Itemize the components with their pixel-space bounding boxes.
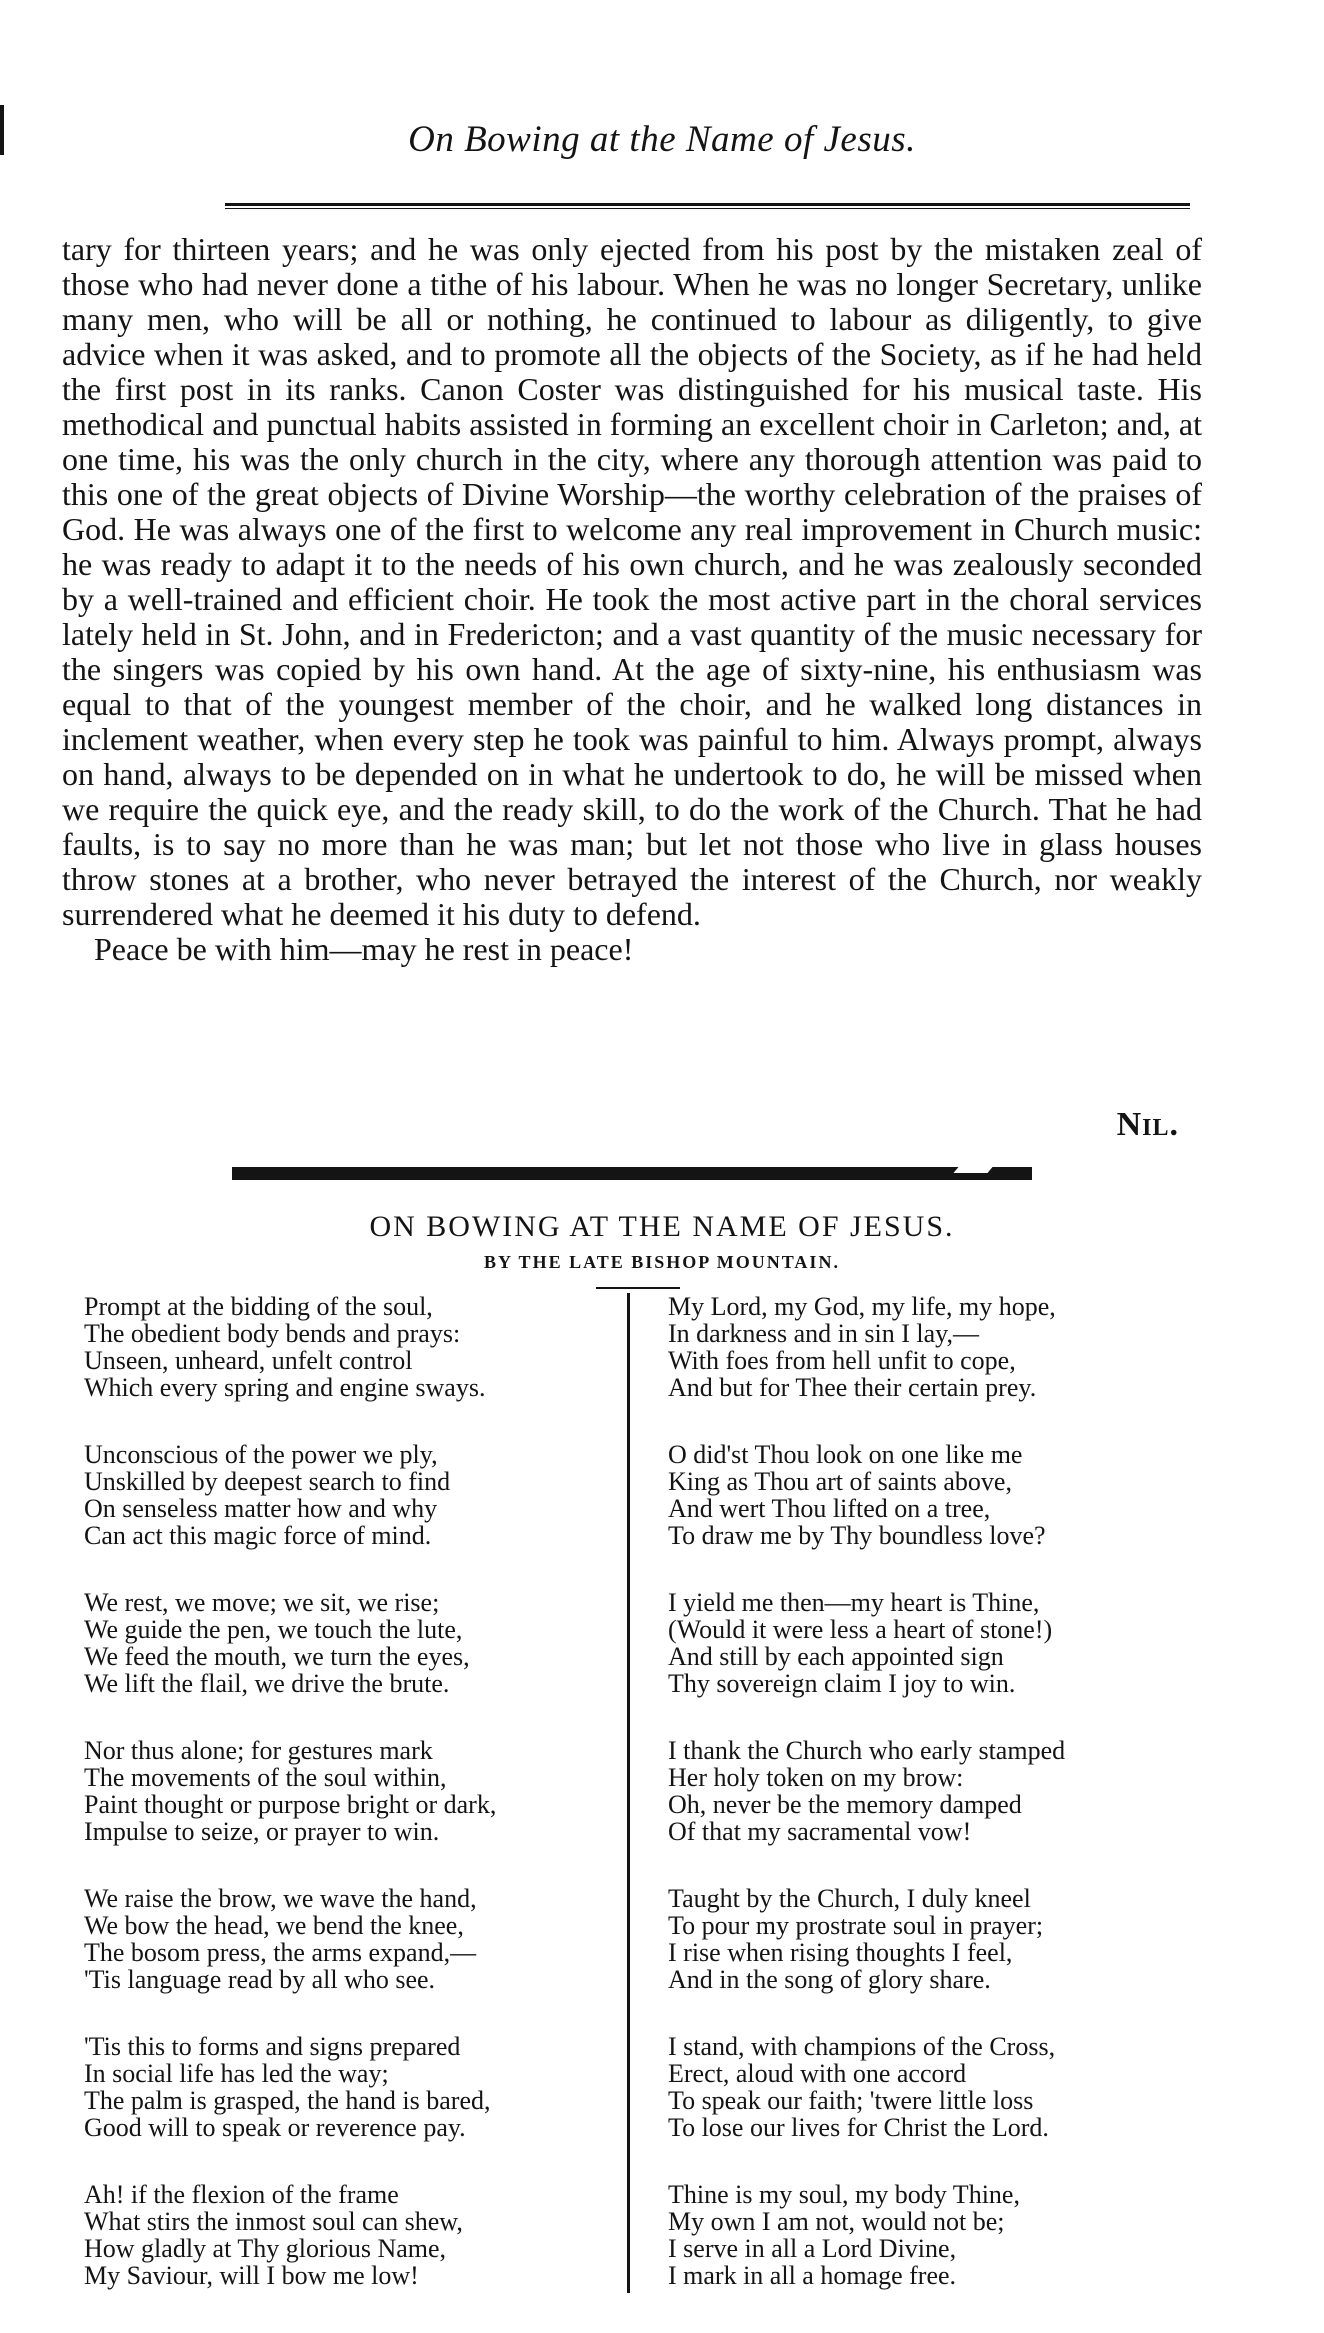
verse-line: In darkness and in sin I lay,— <box>668 1319 979 1348</box>
verse-line: In social life has led the way; <box>84 2059 389 2088</box>
verse-line: With foes from hell unfit to cope, <box>668 1346 1016 1375</box>
stanza <box>84 2181 604 2289</box>
verse-line: And in the song of glory share. <box>668 1965 991 1994</box>
header-rule <box>225 203 1190 209</box>
verse-line: We guide the pen, we touch the lute, <box>84 1615 463 1644</box>
verse-line: We lift the flail, we drive the brute. <box>84 1669 450 1698</box>
author-signature: Nil. <box>1116 1106 1179 1143</box>
verse-line: Of that my sacramental vow! <box>668 1817 972 1846</box>
verse-line: Erect, aloud with one accord <box>668 2059 967 2088</box>
verse-line: Taught by the Church, I duly kneel <box>668 1884 1031 1913</box>
verse-line: Good will to speak or reverence pay. <box>84 2113 466 2142</box>
stanza <box>84 2033 604 2141</box>
verse-line: Thine is my soul, my body Thine, <box>668 2180 1020 2209</box>
verse-line: 'Tis this to forms and signs prepared <box>84 2032 461 2061</box>
verse-line: We raise the brow, we wave the hand, <box>84 1884 477 1913</box>
verse-line: Unskilled by deepest search to find <box>84 1467 451 1496</box>
verse-line: Prompt at the bidding of the soul, <box>84 1292 433 1321</box>
verse-line: The bosom press, the arms expand,— <box>84 1938 477 1967</box>
verse-line: Her holy token on my brow: <box>668 1763 964 1792</box>
closing-line: Peace be with him—may he rest in peace! <box>94 931 634 967</box>
verse-line: I stand, with champions of the Cross, <box>668 2032 1056 2061</box>
verse-line: We feed the mouth, we turn the eyes, <box>84 1642 470 1671</box>
obituary-paragraph: tary for thirteen years; and he was only ejected from his post by the mistaken zeal of those who had never done a tithe of his labour. When he was no longer Secretary, unlike many men, who will be all or nothing, he continued to labour as diligently, to give advice when it was asked, and to promote all the objects of the Society, as if he had held the first post in its ranks. Canon Coster was distinguished for his musical taste. His methodical and punctual habits assisted in forming an excellent choir in Carleton; and, at one time, his was the only church in the city, where any thorough attention was paid to this one of the great objects of Divine Worship—the worthy celebration of the praises of God. He was always one of the first to welcome any real improvement in Church music: he was ready to adapt it to the needs of his own church, and he was zealously seconded by a well-trained and efficient choir. He took the most active part in the choral services lately held in St. John, and in Fredericton; and a vast quantity of the music necessary for the singers was copied by his own hand. At the age of sixty-nine, his enthusiasm was equal to that of the youngest member of the choir, and he walked long distances in inclement weather, when every step he took was painful to him. Always prompt, always on hand, always to be depended on in what he undertook to do, he will be missed when we require the quick eye, and the ready skill, to do the work of the Church. That he had faults, is to say no more than he was man; but let not those who live in glass houses throw stones at a brother, who never betrayed the interest of the Church, nor weakly surrendered what he deemed it his duty to defend. <box>62 231 1202 932</box>
obituary-text <box>62 232 1202 967</box>
stanza <box>84 1885 604 1993</box>
verse-line: I thank the Church who early stamped <box>668 1736 1066 1765</box>
verse-line: Unconscious of the power we ply, <box>84 1440 438 1469</box>
verse-line: I mark in all a homage free. <box>668 2261 957 2290</box>
verse-line: To pour my prostrate soul in prayer; <box>668 1911 1044 1940</box>
poem-left-column <box>84 1293 604 2329</box>
verse-line: To speak our faith; 'twere little loss <box>668 2086 1034 2115</box>
verse-line: I serve in all a Lord Divine, <box>668 2234 957 2263</box>
verse-line: We rest, we move; we sit, we rise; <box>84 1588 440 1617</box>
verse-line: And but for Thee their certain prey. <box>668 1373 1037 1402</box>
section-rule <box>232 1167 1032 1180</box>
verse-line: Nor thus alone; for gestures mark <box>84 1736 433 1765</box>
verse-line: Ah! if the flexion of the frame <box>84 2180 399 2209</box>
column-divider <box>627 1293 630 2293</box>
verse-line: My Saviour, will I bow me low! <box>84 2261 419 2290</box>
verse-line: To lose our lives for Christ the Lord. <box>668 2113 1049 2142</box>
stanza <box>84 1293 604 1401</box>
verse-line: Unseen, unheard, unfelt control <box>84 1346 413 1375</box>
verse-line: On senseless matter how and why <box>84 1494 438 1523</box>
verse-line: O did'st Thou look on one like me <box>668 1440 1023 1469</box>
verse-line: How gladly at Thy glorious Name, <box>84 2234 447 2263</box>
stanza <box>668 1293 1228 1401</box>
stanza <box>668 1589 1228 1697</box>
stanza <box>668 2181 1228 2289</box>
title-dash <box>596 1287 680 1289</box>
verse-line: What stirs the inmost soul can shew, <box>84 2207 463 2236</box>
poem-title: ON BOWING AT THE NAME OF JESUS. <box>369 1210 955 1243</box>
stanza <box>84 1589 604 1697</box>
verse-line: We bow the head, we bend the knee, <box>84 1911 464 1940</box>
verse-line: Impulse to seize, or prayer to win. <box>84 1817 440 1846</box>
verse-line: And wert Thou lifted on a tree, <box>668 1494 991 1523</box>
verse-line: Can act this magic force of mind. <box>84 1521 432 1550</box>
verse-line: To draw me by Thy boundless love? <box>668 1521 1046 1550</box>
stanza <box>668 2033 1228 2141</box>
verse-line: The obedient body bends and prays: <box>84 1319 461 1348</box>
verse-line: The palm is grasped, the hand is bared, <box>84 2086 491 2115</box>
verse-line: King as Thou art of saints above, <box>668 1467 1012 1496</box>
stanza <box>668 1737 1228 1845</box>
verse-line: My own I am not, would not be; <box>668 2207 1005 2236</box>
poem-author: BY THE LATE BISHOP MOUNTAIN. <box>484 1252 840 1272</box>
verse-line: Thy sovereign claim I joy to win. <box>668 1669 1016 1698</box>
verse-line: Which every spring and engine sways. <box>84 1373 486 1402</box>
stanza <box>84 1737 604 1845</box>
verse-line: I yield me then—my heart is Thine, <box>668 1588 1040 1617</box>
running-head: On Bowing at the Name of Jesus. <box>408 119 916 160</box>
verse-line: I rise when rising thoughts I feel, <box>668 1938 1013 1967</box>
verse-line: The movements of the soul within, <box>84 1763 447 1792</box>
verse-line: Paint thought or purpose bright or dark, <box>84 1790 497 1819</box>
stanza <box>84 1441 604 1549</box>
stanza <box>668 1885 1228 1993</box>
verse-line: And still by each appointed sign <box>668 1642 1004 1671</box>
verse-line: (Would it were less a heart of stone!) <box>668 1615 1053 1644</box>
stanza <box>668 1441 1228 1549</box>
verse-line: 'Tis language read by all who see. <box>84 1965 436 1994</box>
verse-line: My Lord, my God, my life, my hope, <box>668 1292 1056 1321</box>
poem-right-column <box>668 1293 1228 2329</box>
verse-line: Oh, never be the memory damped <box>668 1790 1022 1819</box>
